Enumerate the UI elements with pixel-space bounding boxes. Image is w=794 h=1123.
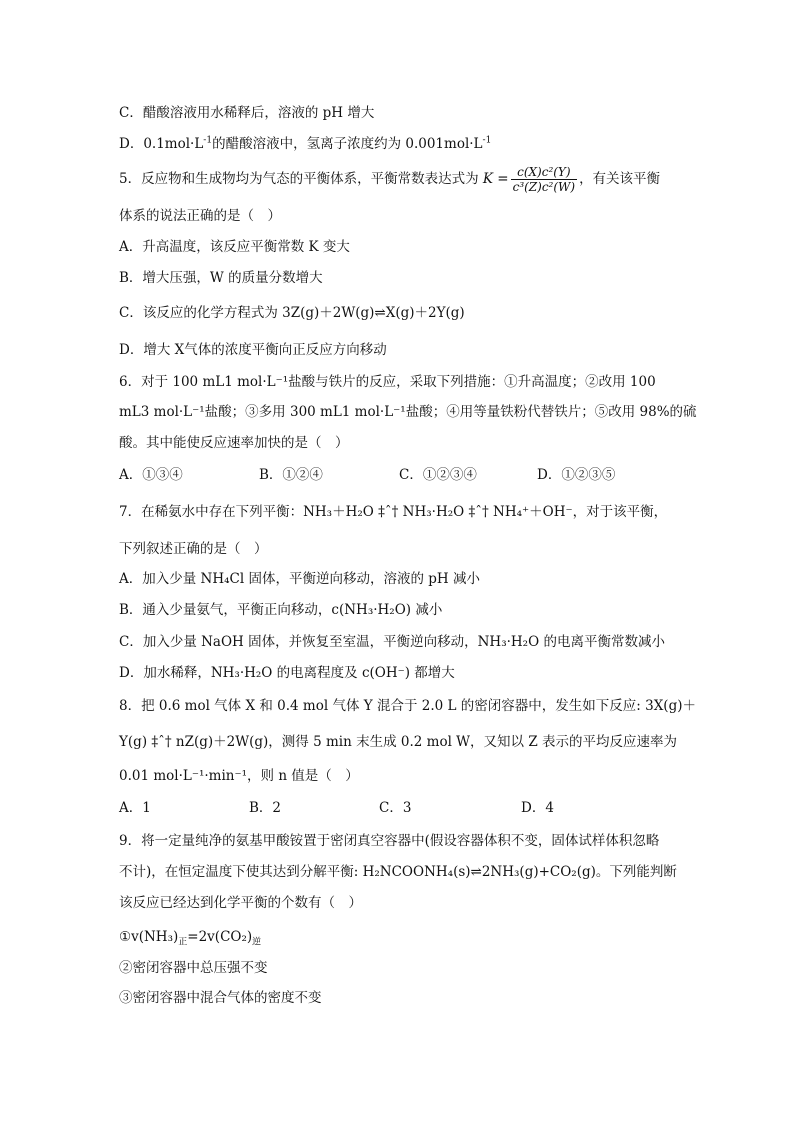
question-9-stem-cont2: 该反应已经达到化学平衡的个数有（ ） xyxy=(119,895,362,911)
option-c-q4: C．醋酸溶液用水稀释后，溶液的 pH 增大 xyxy=(119,105,375,121)
option-b-q5: B．增大压强，W 的质量分数增大 xyxy=(119,270,323,286)
question-9-stem-cont: 不计)，在恒定温度下使其达到分解平衡: H₂NCOONH₄(s)⇌2NH₃(g)+CO₂(g)。下列能判断 xyxy=(119,864,677,880)
question-6-stem-cont2: 酸。其中能使反应速率加快的是（ ） xyxy=(119,435,349,451)
question-6-stem: 6．对于 100 mL1 mol·L⁻¹盐酸与铁片的反应，采取下列措施：①升高温度；②改用 100 xyxy=(119,374,656,390)
subscript: 正 xyxy=(178,937,188,948)
text: D．0.1mol·L xyxy=(119,136,204,152)
question-6-stem-cont: mL3 mol·L⁻¹盐酸；③多用 300 mL1 mol·L⁻¹盐酸；④用等量铁粉代替铁片；⑤改用 98%的硫 xyxy=(119,404,697,420)
question-8-stem-cont2: 0.01 mol·L⁻¹·min⁻¹，则 n 值是（ ） xyxy=(119,768,359,784)
option-d-q5: D．增大 X气体的浓度平衡向正反应方向移动 xyxy=(119,342,387,358)
equilibrium-constant-symbol: K = xyxy=(482,170,509,187)
option-d-q7: D．加水稀释，NH₃·H₂O 的电离程度及 c(OH⁻) 都增大 xyxy=(119,665,455,681)
subscript: 逆 xyxy=(252,937,262,948)
text: 5．反应物和生成物均为气态的平衡体系，平衡常数表达式为 xyxy=(119,170,483,187)
condition-1-q9 xyxy=(119,929,262,948)
fraction-numerator: c(X)c²(Y) xyxy=(511,166,577,180)
question-6-options xyxy=(119,469,615,483)
question-5-stem-cont: 体系的说法正确的是（ ） xyxy=(119,208,281,224)
question-7-stem-cont: 下列叙述正确的是（ ） xyxy=(119,541,268,557)
text: 的醋酸溶液中，氢离子浓度约为 0.001mol·L xyxy=(212,136,483,152)
option-d-q4 xyxy=(119,135,492,152)
option-c-q7: C．加入少量 NaOH 固体，并恢复至室温，平衡逆向移动，NH₃·H₂O 的电离平衡常数减小 xyxy=(119,634,665,650)
option-b-q8: B．2 xyxy=(249,800,282,816)
option-a-q6: A．①③④ xyxy=(119,467,183,483)
option-a-q7: A．加入少量 NH₄Cl 固体，平衡逆向移动，溶液的 pH 减小 xyxy=(119,571,480,587)
question-9-stem: 9．将一定量纯净的氨基甲酸铵置于密闭真空容器中(假设容器体积不变，固体试样体积忽略 xyxy=(119,833,660,849)
text: ，有关该平衡 xyxy=(579,170,661,187)
question-8-stem-cont: Y(g) ‡ˆ† nZ(g)＋2W(g)，测得 5 min 末生成 0.2 mol W，又知以 Z 表示的平均反应速率为 xyxy=(119,734,678,750)
condition-2-q9: ②密闭容器中总压强不变 xyxy=(119,960,268,976)
question-7-stem: 7．在稀氨水中存在下列平衡：NH₃＋H₂O ‡ˆ† NH₃·H₂O ‡ˆ† NH₄⁺＋OH⁻，对于该平衡， xyxy=(119,504,668,520)
option-b-q7: B．通入少量氨气，平衡正向移动，c(NH₃·H₂O) 减小 xyxy=(119,602,443,618)
question-5-stem xyxy=(119,166,660,193)
superscript: -1 xyxy=(203,135,213,146)
fraction-denominator: c³(Z)c²(W) xyxy=(512,180,576,194)
question-8-stem: 8．把 0.6 mol 气体 X 和 0.4 mol 气体 Y 混合于 2.0 L 的密闭容器中，发生如下反应: 3X(g)＋ xyxy=(119,698,696,714)
condition-3-q9: ③密闭容器中混合气体的密度不变 xyxy=(119,990,322,1006)
option-b-q6: B．①②④ xyxy=(259,467,323,483)
question-8-options xyxy=(119,802,554,816)
option-c-q8: C．3 xyxy=(379,800,412,816)
option-d-q8: D．4 xyxy=(521,800,554,816)
option-d-q6: D．①②③⑤ xyxy=(537,467,616,483)
superscript: -1 xyxy=(482,135,492,146)
option-a-q8: A．1 xyxy=(119,800,151,816)
text: =2v(CO₂) xyxy=(187,929,253,945)
option-c-q6: C．①②③④ xyxy=(399,467,477,483)
equilibrium-fraction xyxy=(511,166,577,193)
option-c-q5: C．该反应的化学方程式为 3Z(g)＋2W(g)⇌X(g)＋2Y(g) xyxy=(119,305,465,321)
option-a-q5: A．升高温度，该反应平衡常数 K 变大 xyxy=(119,239,350,255)
text: ①v(NH₃) xyxy=(119,929,179,945)
